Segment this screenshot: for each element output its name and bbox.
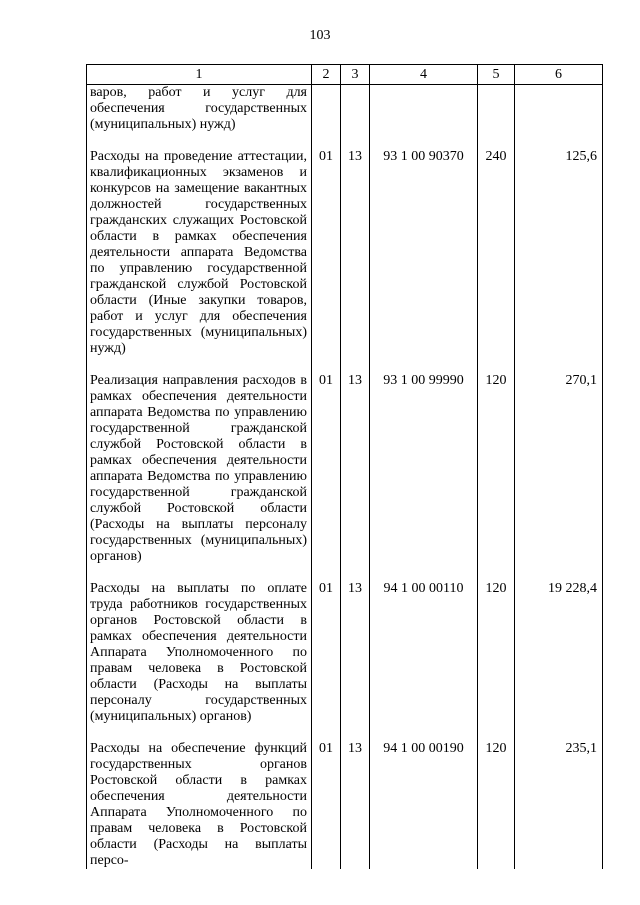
continuation-row [87,85,603,134]
budget-table [86,64,603,869]
header-col-4: 4 [370,65,478,85]
row-subsection: 13 [341,373,370,565]
header-row [87,65,603,85]
header-col-1: 1 [87,65,312,85]
row-expense-type: 120 [478,741,515,869]
row-subsection: 13 [341,149,370,357]
row-target-article: 93 1 00 90370 [370,149,478,357]
row-section: 01 [312,581,341,725]
row-target-article: 94 1 00 00190 [370,741,478,869]
row-expense-type: 120 [478,581,515,725]
row-amount: 19 228,4 [515,581,603,725]
table-header [87,65,603,85]
row-section: 01 [312,149,341,357]
row-section: 01 [312,741,341,869]
row-subsection: 13 [341,581,370,725]
table-body [87,85,603,870]
row-subsection: 13 [341,741,370,869]
header-col-5: 5 [478,65,515,85]
row-description: Расходы на проведение аттестации, квалификационных экзаменов и конкурсов на замещение вакантных должностей государственных гражданских служащих Ростовской области в рамках обеспечения деятельности аппарата Ведомства по управлению государственной гражданской службой Ростовской области (Иные закупки товаров, работ и услуг для обеспечения государственных (муниципальных) нужд) [87,149,312,357]
row-amount: 125,6 [515,149,603,357]
row-description: Расходы на выплаты по оплате труда работников государственных органов Ростовской области в рамках обеспечения деятельности Аппарата Уполномоченного по правам человека в Ростовской области (Расходы на выплаты персоналу государственных (муниципальных) органов) [87,581,312,725]
continuation-text: варов, работ и услуг для обеспечения государственных (муниципальных) нужд) [87,85,312,134]
row-section: 01 [312,373,341,565]
row-expense-type: 120 [478,373,515,565]
row-description: Расходы на обеспечение функций государственных органов Ростовской области в рамках обеспечения деятельности Аппарата Уполномоченного по правам человека в Ростовской области (Расходы на выплаты персо- [87,741,312,869]
table-row [87,741,603,869]
row-expense-type: 240 [478,149,515,357]
table-row [87,581,603,725]
table-row [87,373,603,565]
row-target-article: 94 1 00 00110 [370,581,478,725]
header-col-2: 2 [312,65,341,85]
header-col-3: 3 [341,65,370,85]
header-col-6: 6 [515,65,603,85]
row-amount: 270,1 [515,373,603,565]
row-target-article: 93 1 00 99990 [370,373,478,565]
row-amount: 235,1 [515,741,603,869]
row-description: Реализация направления расходов в рамках обеспечения деятельности аппарата Ведомства по управлению государственной гражданской службой Ростовской области в рамках обеспечения деятельности аппарата Ведомства по управлению государственной гражданской службой Ростовской области (Расходы на выплаты персоналу государственных (муниципальных) органов) [87,373,312,565]
page-number: 103 [309,28,331,43]
table-row [87,149,603,357]
